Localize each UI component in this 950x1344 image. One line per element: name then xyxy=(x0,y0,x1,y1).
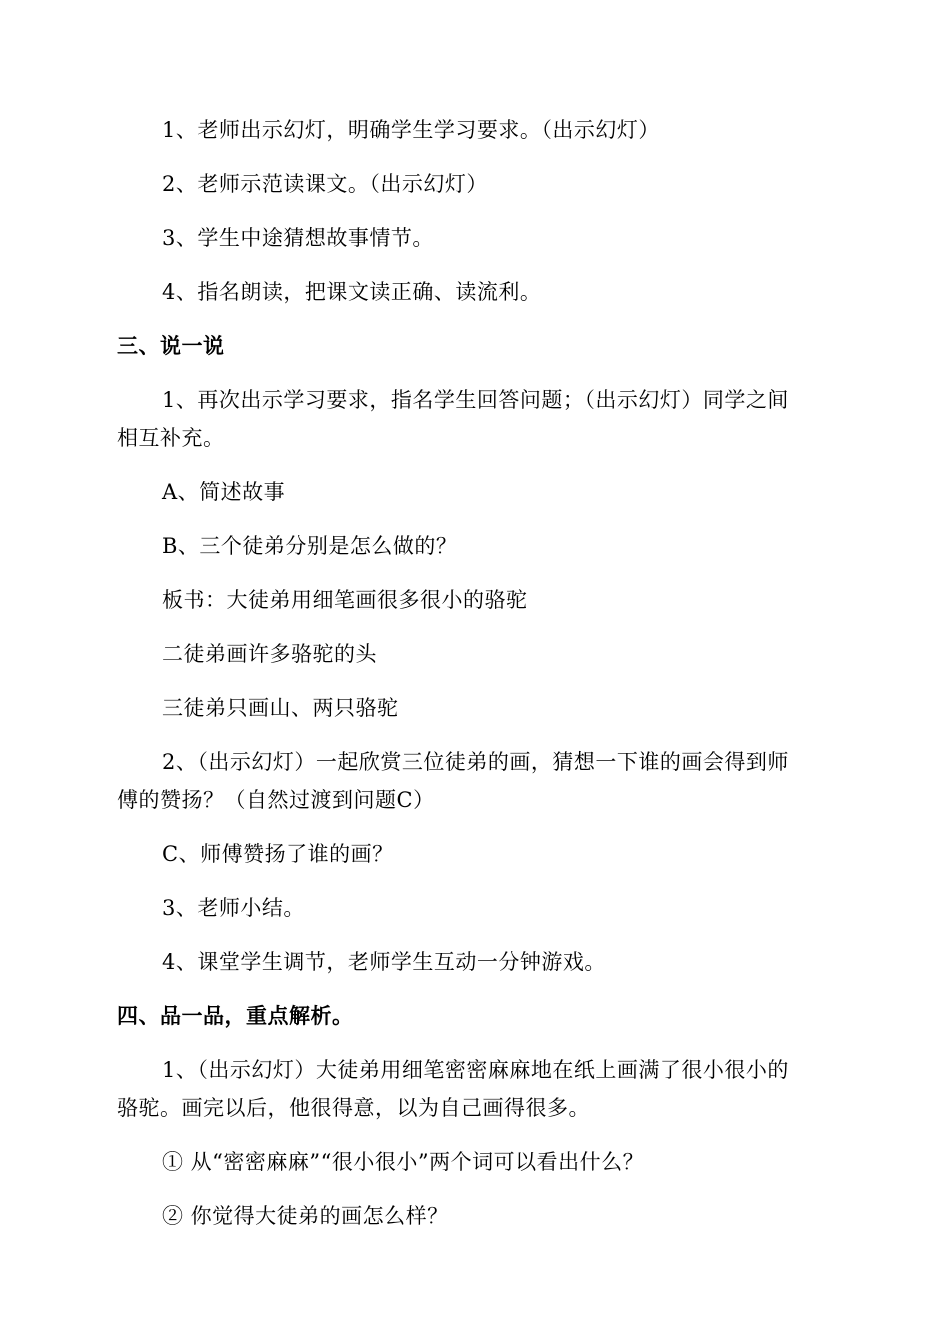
paragraph-step-2-read: 2、老师示范读课文。（出示幻灯） xyxy=(162,172,488,196)
question-b: B、三个徒弟分别是怎么做的？ xyxy=(162,534,458,558)
blackboard-line-3: 三徒弟只画山、两只骆驼 xyxy=(162,696,399,720)
paragraph-say-1-line-1: 1、再次出示学习要求，指名学生回答问题；（出示幻灯）同学之间 xyxy=(162,388,789,412)
paragraph-say-3: 3、老师小结。 xyxy=(162,896,305,920)
paragraph-say-2-line-1: 2、（出示幻灯）一起欣赏三位徒弟的画，猜想一下谁的画会得到师 xyxy=(162,750,789,774)
paragraph-say-2-line-2: 傅的赞扬？（自然过渡到问题C） xyxy=(117,788,435,812)
blackboard-line-2: 二徒弟画许多骆驼的头 xyxy=(162,642,377,666)
section-heading-4: 四、品一品，重点解析。 xyxy=(117,1004,354,1028)
question-c: C、师傅赞扬了谁的画？ xyxy=(162,842,394,866)
paragraph-analyze-1-line-1: 1、（出示幻灯）大徒弟用细笔密密麻麻地在纸上画满了很小很小的 xyxy=(162,1058,789,1082)
section-heading-3: 三、说一说 xyxy=(117,334,225,358)
blackboard-line-1: 板书：大徒弟用细笔画很多很小的骆驼 xyxy=(162,588,528,612)
paragraph-analyze-1-line-2: 骆驼。画完以后，他很得意，以为自己画得很多。 xyxy=(117,1096,590,1120)
sub-question-2: ② 你觉得大徒弟的画怎么样？ xyxy=(162,1204,449,1228)
sub-question-1: ① 从“密密麻麻”“很小很小”两个词可以看出什么？ xyxy=(162,1150,645,1174)
paragraph-step-1-slide: 1、老师出示幻灯，明确学生学习要求。（出示幻灯） xyxy=(162,118,660,142)
paragraph-step-3-guess: 3、学生中途猜想故事情节。 xyxy=(162,226,434,250)
paragraph-say-4: 4、课堂学生调节，老师学生互动一分钟游戏。 xyxy=(162,950,606,974)
paragraph-step-4-reading: 4、指名朗读，把课文读正确、读流利。 xyxy=(162,280,542,304)
question-a: A、简述故事 xyxy=(162,480,286,504)
paragraph-say-1-line-2: 相互补充。 xyxy=(117,426,225,450)
